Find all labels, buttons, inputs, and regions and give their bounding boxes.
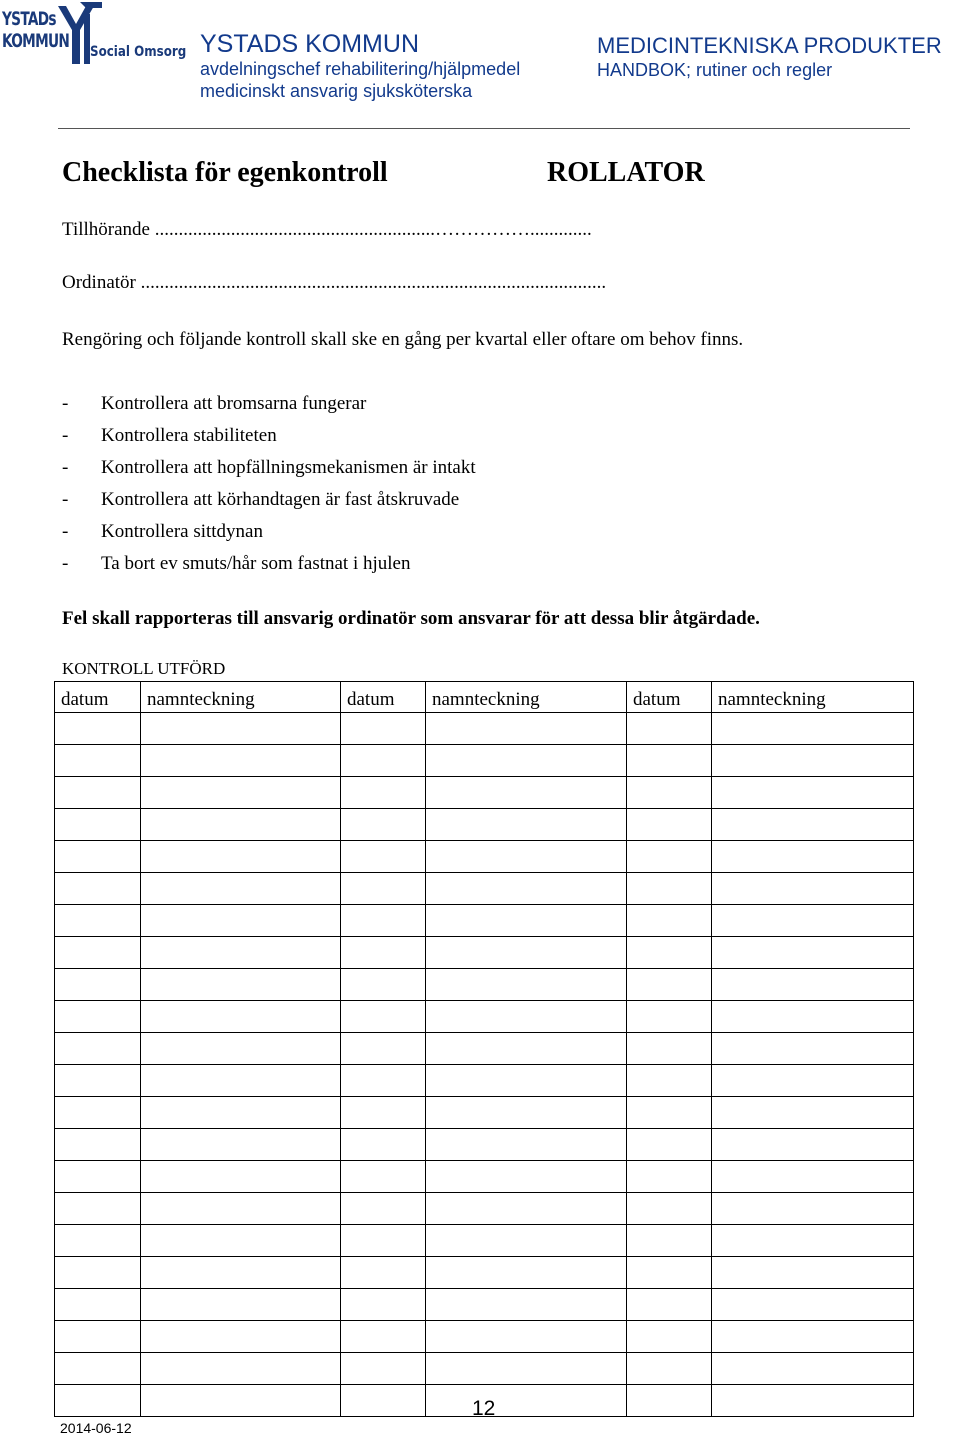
signature-cell[interactable]	[712, 873, 914, 905]
date-cell[interactable]	[341, 1385, 426, 1417]
signature-cell[interactable]	[712, 1097, 914, 1129]
checklist-item-text: Kontrollera att hopfällningsmekanismen är intakt	[101, 457, 476, 478]
table-row	[55, 1097, 914, 1129]
signature-cell[interactable]	[426, 1385, 627, 1417]
document-title: Checklista för egenkontroll	[62, 157, 388, 188]
signature-cell[interactable]	[426, 841, 627, 873]
signature-cell[interactable]	[426, 873, 627, 905]
date-cell[interactable]	[627, 873, 712, 905]
date-cell[interactable]	[627, 1225, 712, 1257]
signature-cell[interactable]	[712, 1161, 914, 1193]
table-row	[55, 905, 914, 937]
table-row	[55, 1289, 914, 1321]
date-cell[interactable]	[55, 1001, 141, 1033]
signature-cell[interactable]	[141, 1257, 341, 1289]
signature-cell[interactable]	[141, 809, 341, 841]
logo-text-kommun: KOMMUN	[2, 30, 70, 52]
date-cell[interactable]	[341, 905, 426, 937]
inspection-log-table	[54, 681, 914, 1417]
table-row	[55, 1257, 914, 1289]
table-row	[55, 777, 914, 809]
column-header-signature: namnteckning	[141, 682, 341, 713]
bullet-dash: -	[62, 457, 69, 478]
log-section-label: KONTROLL UTFÖRD	[62, 659, 226, 678]
logo-text-ystads: YSTADs	[2, 8, 56, 30]
signature-cell[interactable]	[712, 1001, 914, 1033]
date-cell[interactable]	[55, 1321, 141, 1353]
header-handbook: HANDBOK; rutiner och regler	[597, 60, 833, 80]
table-body	[55, 713, 914, 1417]
signature-cell[interactable]	[712, 713, 914, 745]
date-cell[interactable]	[341, 777, 426, 809]
field-ordinator: Ordinatör ..................................................................................................	[62, 272, 607, 293]
date-cell[interactable]	[55, 873, 141, 905]
date-cell[interactable]	[627, 937, 712, 969]
signature-cell[interactable]	[712, 1193, 914, 1225]
date-cell[interactable]	[55, 1225, 141, 1257]
signature-cell[interactable]	[426, 1065, 627, 1097]
table-row	[55, 1129, 914, 1161]
signature-cell[interactable]	[426, 905, 627, 937]
date-cell[interactable]	[55, 1257, 141, 1289]
signature-cell[interactable]	[141, 937, 341, 969]
checklist-item-text: Ta bort ev smuts/hår som fastnat i hjulen	[101, 553, 411, 574]
signature-cell[interactable]	[141, 1065, 341, 1097]
date-cell[interactable]	[341, 1097, 426, 1129]
signature-cell[interactable]	[141, 745, 341, 777]
date-cell[interactable]	[341, 1001, 426, 1033]
signature-cell[interactable]	[712, 1065, 914, 1097]
signature-cell[interactable]	[426, 1289, 627, 1321]
signature-cell[interactable]	[141, 841, 341, 873]
date-cell[interactable]	[55, 1193, 141, 1225]
date-cell[interactable]	[55, 1065, 141, 1097]
date-cell[interactable]	[627, 905, 712, 937]
date-cell[interactable]	[627, 1001, 712, 1033]
signature-cell[interactable]	[712, 1321, 914, 1353]
signature-cell[interactable]	[426, 1193, 627, 1225]
table-row	[55, 1033, 914, 1065]
table-row	[55, 841, 914, 873]
signature-cell[interactable]	[712, 937, 914, 969]
column-header-signature: namnteckning	[712, 682, 914, 713]
date-cell[interactable]	[341, 809, 426, 841]
signature-cell[interactable]	[141, 1129, 341, 1161]
signature-cell[interactable]	[426, 1353, 627, 1385]
column-header-signature: namnteckning	[426, 682, 627, 713]
date-cell[interactable]	[55, 1129, 141, 1161]
date-cell[interactable]	[55, 1033, 141, 1065]
signature-cell[interactable]	[141, 873, 341, 905]
table-row	[55, 969, 914, 1001]
product-title: ROLLATOR	[547, 157, 705, 188]
ystad-kommun-logo	[0, 0, 187, 80]
date-cell[interactable]	[627, 1385, 712, 1417]
bullet-dash: -	[62, 553, 69, 574]
table-row	[55, 1161, 914, 1193]
checklist-item-text: Kontrollera stabiliteten	[101, 425, 277, 446]
signature-cell[interactable]	[426, 777, 627, 809]
table-row	[55, 745, 914, 777]
signature-cell[interactable]	[141, 1385, 341, 1417]
date-cell[interactable]	[341, 1289, 426, 1321]
signature-cell[interactable]	[426, 745, 627, 777]
bullet-dash: -	[62, 393, 69, 414]
date-cell[interactable]	[341, 745, 426, 777]
column-header-date: datum	[341, 682, 426, 713]
signature-cell[interactable]	[141, 1193, 341, 1225]
date-cell[interactable]	[55, 1289, 141, 1321]
bullet-dash: -	[62, 489, 69, 510]
footer-date: 2014-06-12	[60, 1420, 132, 1436]
date-cell[interactable]	[55, 969, 141, 1001]
date-cell[interactable]	[341, 1225, 426, 1257]
date-cell[interactable]	[341, 1257, 426, 1289]
date-cell[interactable]	[341, 1161, 426, 1193]
signature-cell[interactable]	[141, 1353, 341, 1385]
checklist-item	[62, 392, 476, 424]
signature-cell[interactable]	[712, 969, 914, 1001]
signature-cell[interactable]	[712, 745, 914, 777]
signature-cell[interactable]	[712, 809, 914, 841]
header-subtitle-2: medicinskt ansvarig sjuksköterska	[200, 81, 473, 101]
date-cell[interactable]	[55, 1161, 141, 1193]
bullet-dash: -	[62, 521, 69, 542]
signature-cell[interactable]	[426, 1257, 627, 1289]
date-cell[interactable]	[55, 1385, 141, 1417]
table-row	[55, 1225, 914, 1257]
signature-cell[interactable]	[426, 1033, 627, 1065]
header-category: MEDICINTEKNISKA PRODUKTER	[597, 33, 942, 58]
signature-cell[interactable]	[141, 777, 341, 809]
signature-cell[interactable]	[141, 1289, 341, 1321]
date-cell[interactable]	[55, 905, 141, 937]
date-cell[interactable]	[627, 1033, 712, 1065]
checklist-item-text: Kontrollera att körhandtagen är fast åtskruvade	[101, 489, 460, 510]
signature-cell[interactable]	[141, 713, 341, 745]
date-cell[interactable]	[627, 1321, 712, 1353]
signature-cell[interactable]	[426, 1161, 627, 1193]
signature-cell[interactable]	[712, 841, 914, 873]
checklist-item-text: Kontrollera sittdynan	[101, 521, 263, 542]
signature-cell[interactable]	[712, 1129, 914, 1161]
date-cell[interactable]	[55, 841, 141, 873]
table-row	[55, 809, 914, 841]
signature-cell[interactable]	[712, 905, 914, 937]
date-cell[interactable]	[55, 777, 141, 809]
table-row	[55, 873, 914, 905]
signature-cell[interactable]	[141, 1033, 341, 1065]
table-header-row	[55, 682, 914, 713]
signature-cell[interactable]	[141, 905, 341, 937]
signature-cell[interactable]	[712, 1385, 914, 1417]
signature-cell[interactable]	[426, 1097, 627, 1129]
date-cell[interactable]	[341, 873, 426, 905]
signature-cell[interactable]	[141, 1161, 341, 1193]
table-row	[55, 937, 914, 969]
date-cell[interactable]	[341, 969, 426, 1001]
table-row	[55, 713, 914, 745]
signature-cell[interactable]	[426, 1001, 627, 1033]
checklist-item	[62, 488, 476, 520]
signature-cell[interactable]	[426, 1129, 627, 1161]
date-cell[interactable]	[627, 1065, 712, 1097]
date-cell[interactable]	[627, 1289, 712, 1321]
signature-cell[interactable]	[141, 1321, 341, 1353]
signature-cell[interactable]	[141, 1225, 341, 1257]
signature-cell[interactable]	[712, 777, 914, 809]
signature-cell[interactable]	[426, 969, 627, 1001]
signature-cell[interactable]	[426, 1225, 627, 1257]
date-cell[interactable]	[627, 1257, 712, 1289]
date-cell[interactable]	[55, 1097, 141, 1129]
header-divider	[58, 128, 910, 129]
date-cell[interactable]	[627, 745, 712, 777]
date-cell[interactable]	[627, 1129, 712, 1161]
table-row	[55, 1193, 914, 1225]
date-cell[interactable]	[341, 713, 426, 745]
date-cell[interactable]	[341, 841, 426, 873]
table-row	[55, 1065, 914, 1097]
signature-cell[interactable]	[712, 1289, 914, 1321]
signature-cell[interactable]	[712, 1257, 914, 1289]
signature-cell[interactable]	[712, 1353, 914, 1385]
checklist-item	[62, 456, 476, 488]
intro-text: Rengöring och följande kontroll skall ske en gång per kvartal eller oftare om behov finns.	[62, 329, 744, 350]
date-cell[interactable]	[627, 713, 712, 745]
page-number: 12	[472, 1397, 496, 1420]
signature-cell[interactable]	[426, 713, 627, 745]
date-cell[interactable]	[55, 713, 141, 745]
date-cell[interactable]	[627, 809, 712, 841]
date-cell[interactable]	[627, 1353, 712, 1385]
signature-cell[interactable]	[712, 1225, 914, 1257]
date-cell[interactable]	[627, 777, 712, 809]
signature-cell[interactable]	[426, 1321, 627, 1353]
date-cell[interactable]	[55, 745, 141, 777]
checklist-item	[62, 552, 476, 584]
bullet-dash: -	[62, 425, 69, 446]
date-cell[interactable]	[55, 809, 141, 841]
date-cell[interactable]	[627, 1161, 712, 1193]
date-cell[interactable]	[341, 1321, 426, 1353]
field-tillhorande: Tillhörande ...........................................................…………….............	[62, 219, 592, 240]
table-row	[55, 1353, 914, 1385]
header-subtitle-1: avdelningschef rehabilitering/hjälpmedel	[200, 59, 521, 79]
table-row	[55, 1001, 914, 1033]
date-cell[interactable]	[627, 969, 712, 1001]
checklist-item-text: Kontrollera att bromsarna fungerar	[101, 393, 367, 414]
date-cell[interactable]	[341, 1353, 426, 1385]
signature-cell[interactable]	[426, 937, 627, 969]
signature-cell[interactable]	[426, 809, 627, 841]
signature-cell[interactable]	[712, 1033, 914, 1065]
date-cell[interactable]	[627, 1097, 712, 1129]
warning-text: Fel skall rapporteras till ansvarig ordinatör som ansvarar för att dessa blir åtgärdade.	[62, 608, 760, 629]
signature-cell[interactable]	[141, 1097, 341, 1129]
date-cell[interactable]	[627, 841, 712, 873]
date-cell[interactable]	[341, 1193, 426, 1225]
date-cell[interactable]	[341, 1065, 426, 1097]
logo-text-dept: Social Omsorg	[90, 44, 187, 60]
table-row	[55, 1321, 914, 1353]
column-header-date: datum	[627, 682, 712, 713]
header-organization: YSTADS KOMMUN	[200, 30, 419, 58]
date-cell[interactable]	[341, 1129, 426, 1161]
date-cell[interactable]	[55, 1353, 141, 1385]
date-cell[interactable]	[341, 1033, 426, 1065]
column-header-date: datum	[55, 682, 141, 713]
checklist-item	[62, 424, 476, 456]
date-cell[interactable]	[627, 1193, 712, 1225]
checklist	[62, 392, 476, 584]
date-cell[interactable]	[55, 937, 141, 969]
signature-cell[interactable]	[141, 969, 341, 1001]
date-cell[interactable]	[341, 937, 426, 969]
checklist-item	[62, 520, 476, 552]
signature-cell[interactable]	[141, 1001, 341, 1033]
